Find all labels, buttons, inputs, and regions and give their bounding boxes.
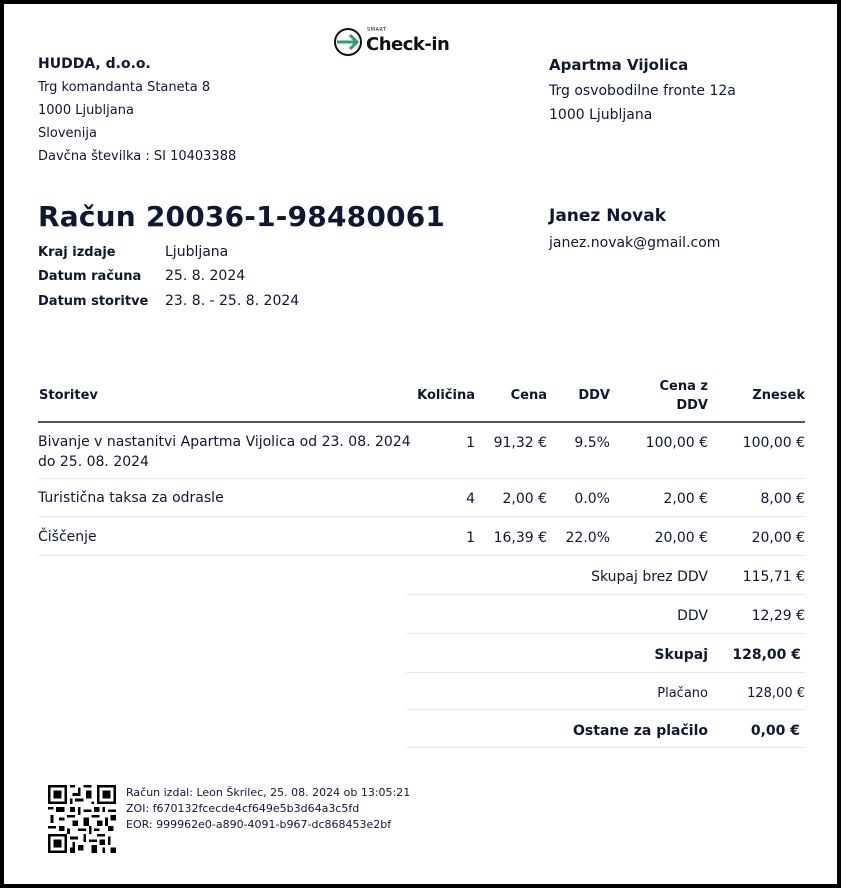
table-row-vat: 0.0% <box>574 491 610 507</box>
header-quantity: Količina <box>417 388 475 403</box>
table-row-quantity: 1 <box>466 435 475 451</box>
table-row-service: Bivanje v nastanitvi Apartma Vijolica od 23. 08. 2024 <box>38 434 411 450</box>
table-row-service: Čiščenje <box>38 529 97 545</box>
table-row-vat: 9.5% <box>574 435 610 451</box>
totals-divider <box>406 594 805 595</box>
logo-small-text: SMART <box>367 27 387 33</box>
table-row-service: Turistična taksa za odrasle <box>38 490 224 506</box>
total-value: 128,00 € <box>732 647 801 663</box>
sender-tax-number: Davčna številka : SI 10403388 <box>38 149 237 164</box>
row-divider <box>38 555 805 556</box>
meta-label: Datum storitve <box>38 294 149 309</box>
table-row-price: 91,32 € <box>493 435 547 451</box>
table-row-price-with-vat: 2,00 € <box>663 491 708 507</box>
paid-value: 128,00 € <box>747 686 805 701</box>
meta-value: Ljubljana <box>165 244 229 260</box>
total-vat-value: 12,29 € <box>751 608 805 624</box>
table-row-price-with-vat: 100,00 € <box>645 435 708 451</box>
meta-label: Datum računa <box>38 269 142 284</box>
sender-address-line: 1000 Ljubljana <box>38 103 134 118</box>
meta-label: Kraj izdaje <box>38 245 116 260</box>
customer-email: janez.novak@gmail.com <box>549 235 721 251</box>
total-vat-label: DDV <box>677 608 708 624</box>
totals-divider <box>406 747 805 748</box>
meta-value: 23. 8. - 25. 8. 2024 <box>165 293 300 309</box>
table-row-amount: 8,00 € <box>760 491 805 507</box>
customer-name: Janez Novak <box>549 206 667 226</box>
totals-divider <box>406 709 805 710</box>
total-net-value: 115,71 € <box>742 569 805 585</box>
sender-address-line: Slovenija <box>38 126 97 141</box>
row-divider <box>38 478 805 479</box>
table-row-quantity: 4 <box>466 491 475 507</box>
invoice-page <box>4 4 837 884</box>
header-service: Storitev <box>39 388 98 403</box>
table-row-price-with-vat: 20,00 € <box>654 530 708 546</box>
sender-address-line: Trg komandanta Staneta 8 <box>38 80 211 95</box>
table-row-vat: 22.0% <box>565 530 610 546</box>
table-row-price: 16,39 € <box>493 530 547 546</box>
table-row-service: do 25. 08. 2024 <box>38 454 149 470</box>
due-label: Ostane za plačilo <box>573 723 708 739</box>
table-row-price: 2,00 € <box>502 491 547 507</box>
total-net-label: Skupaj brez DDV <box>591 569 708 585</box>
footer-eor: EOR: 999962e0-a890-4091-b967-dc868453e2bf <box>126 818 392 831</box>
header-vat: DDV <box>578 388 610 403</box>
table-row-amount: 20,00 € <box>751 530 805 546</box>
totals-divider <box>406 672 805 673</box>
paid-label: Plačano <box>657 686 708 701</box>
footer-issued-by: Račun izdal: Leon Škrilec, 25. 08. 2024 ob 13:05:21 <box>126 786 411 799</box>
table-row-quantity: 1 <box>466 530 475 546</box>
table-row-amount: 100,00 € <box>742 435 805 451</box>
qr-code-icon <box>48 785 116 853</box>
receiver-name: Apartma Vijolica <box>549 56 689 74</box>
totals-divider <box>406 633 805 634</box>
meta-value: 25. 8. 2024 <box>165 268 246 284</box>
header-amount: Znesek <box>752 388 805 403</box>
logo-text: Check-in <box>366 34 450 55</box>
row-divider <box>38 516 805 517</box>
receiver-address-line: Trg osvobodilne fronte 12a <box>549 83 736 99</box>
header-price-with-vat: DDV <box>676 398 708 413</box>
receiver-address-line: 1000 Ljubljana <box>549 107 653 123</box>
invoice-title: Račun 20036-1-98480061 <box>38 200 446 233</box>
total-label: Skupaj <box>654 647 708 663</box>
header-price-with-vat: Cena z <box>659 379 708 394</box>
footer-zoi: ZOI: f670132fcecde4cf649e5b3d64a3c5fd <box>126 802 360 815</box>
due-value: 0,00 € <box>750 723 800 739</box>
header-divider <box>38 421 805 423</box>
header-price: Cena <box>510 388 547 403</box>
sender-name: HUDDA, d.o.o. <box>38 56 151 72</box>
